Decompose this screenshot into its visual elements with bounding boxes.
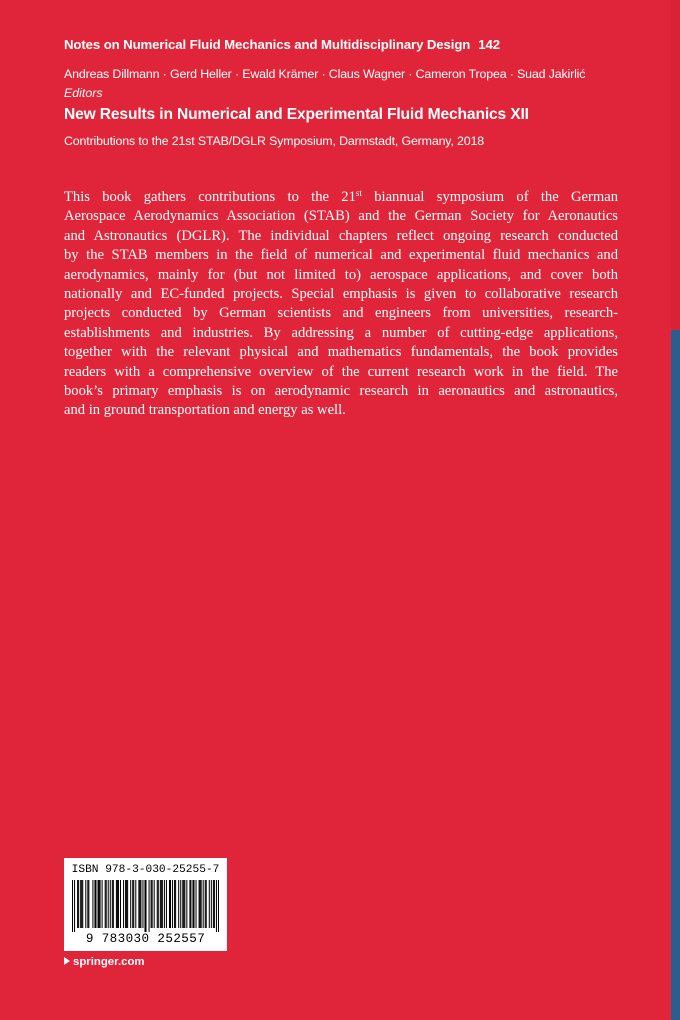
barcode-bar	[94, 880, 95, 928]
editors-names: Andreas Dillmann · Gerd Heller · Ewald Krämer · Claus Wagner · Cameron Tropea · Suad Jakirlić	[64, 67, 586, 81]
description-text: This book gathers contributions to the 21	[64, 189, 356, 205]
barcode-bar	[123, 880, 124, 928]
barcode-bar	[92, 880, 93, 928]
description-line: aerodynamics, mainly for (but not limited to) aerospace applications, and cover both	[64, 266, 618, 283]
description-line: book’s primary emphasis is on aerodynamic research in aeronautics and astronautics,	[64, 382, 618, 399]
series-line	[64, 37, 500, 52]
description-line: and in ground transportation and energy as well.	[64, 402, 346, 419]
barcode-bar	[166, 880, 167, 928]
arrow-right-icon	[64, 957, 70, 965]
barcode-bar	[138, 880, 139, 928]
barcode-bar	[116, 880, 117, 928]
barcode-bar	[151, 880, 152, 928]
description-line: by the STAB members in the field of numerical and experimental fluid mechanics and	[64, 247, 618, 264]
barcode-bar	[161, 880, 162, 928]
barcode-bar	[172, 880, 173, 928]
barcode-bar	[132, 880, 133, 928]
barcode-bar	[189, 880, 190, 928]
barcode-bar	[81, 880, 82, 928]
barcode-bar	[127, 880, 128, 928]
barcode-bar	[118, 880, 119, 928]
barcode-bar	[144, 880, 145, 932]
barcode-bar	[178, 880, 179, 928]
barcode-bar	[170, 880, 171, 928]
isbn-number: ISBN 978-3-030-25255-7	[71, 864, 220, 876]
barcode-bar	[72, 880, 73, 932]
barcode-bar	[108, 880, 109, 928]
description-line	[64, 188, 618, 207]
barcode-bar	[183, 880, 184, 928]
barcode-bar	[213, 880, 214, 928]
barcode-bar	[175, 880, 176, 928]
description-line: Aerospace Aerodynamics Association (STAB) and the German Society for Aeronautics	[64, 208, 618, 225]
publisher-link[interactable]	[64, 956, 145, 968]
description-line: and Astronautics (DGLR). The individual chapters reflect ongoing research conducted	[64, 227, 618, 244]
barcode-bar	[82, 880, 83, 928]
barcode-bar	[87, 880, 88, 928]
barcode-bar	[106, 880, 107, 928]
barcode-bar	[152, 880, 153, 928]
barcode-bar	[149, 880, 150, 932]
book-subtitle: Contributions to the 21st STAB/DGLR Symposium, Darmstadt, Germany, 2018	[64, 134, 484, 148]
barcode-bar	[209, 880, 210, 928]
barcode-bar	[218, 880, 219, 932]
barcode-bar	[120, 880, 121, 928]
description-line: projects conducted by German scientists and engineers from universities, research-	[64, 305, 618, 322]
barcode-bar	[85, 880, 86, 928]
barcode-bar	[77, 880, 78, 928]
barcode-bar	[193, 880, 194, 928]
barcode-bar	[211, 880, 212, 928]
barcode-bar	[102, 880, 103, 928]
barcode-bar	[162, 880, 163, 928]
barcode-bar	[139, 880, 140, 928]
description-line: together with the relevant physical and mathematics fundamentals, the book provides	[64, 344, 618, 361]
barcode-bar	[184, 880, 185, 928]
spine-blue-band	[671, 330, 680, 1020]
book-title: New Results in Numerical and Experimental Fluid Mechanics XII	[64, 106, 529, 123]
barcode-bar	[182, 880, 183, 928]
barcode-bar	[201, 880, 202, 928]
description-line: establishments and industries. By addressing a number of cutting-edge applications,	[64, 324, 618, 341]
barcode-bar	[135, 880, 136, 928]
barcode-bar	[216, 880, 217, 932]
barcode-bar	[117, 880, 118, 928]
barcode-bar	[186, 880, 187, 928]
editors-label: Editors	[64, 86, 103, 100]
barcode-bar	[200, 880, 201, 928]
barcode-bar	[130, 880, 131, 928]
barcode-bar	[164, 880, 165, 928]
barcode-bar	[126, 880, 127, 928]
barcode-bar	[158, 880, 159, 928]
barcode-bar	[142, 880, 143, 928]
barcode-bar	[214, 880, 215, 928]
barcode-bar	[80, 880, 81, 928]
barcode-bar	[154, 880, 155, 928]
barcode-bar	[180, 880, 181, 928]
barcode-bar	[74, 880, 75, 932]
series-name: Notes on Numerical Fluid Mechanics and Multidisciplinary Design	[64, 37, 471, 52]
publisher-site: springer.com	[73, 956, 145, 968]
barcode-bar	[112, 880, 113, 928]
barcode-bar	[146, 880, 147, 932]
description-superscript: st	[355, 188, 362, 198]
barcode-bar	[125, 880, 126, 928]
barcode-bar	[196, 880, 197, 928]
barcode-bar	[160, 880, 161, 928]
description-line: nationally and EC-funded projects. Special emphasis is given to collaborative research	[64, 285, 618, 302]
series-volume: 142	[478, 37, 500, 52]
description-text: biannual symposium of the German	[361, 189, 618, 205]
barcode-bar	[169, 880, 170, 928]
barcode-bar	[140, 880, 141, 928]
book-description	[64, 188, 618, 421]
barcode-bar	[192, 880, 193, 928]
barcode-bar	[205, 880, 206, 928]
barcode-bar	[203, 880, 204, 928]
barcode-bar	[105, 880, 106, 928]
barcode-bar	[174, 880, 175, 928]
barcode-bar	[99, 880, 100, 928]
barcode-bar	[100, 880, 101, 928]
barcode-bar	[78, 880, 79, 928]
barcode-bar	[199, 880, 200, 928]
description-line: readers with a comprehensive overview of the current research work in the field. The	[64, 363, 618, 380]
barcode-digits: 9 783030 252557	[85, 932, 206, 946]
barcode-bar	[95, 880, 96, 928]
barcode-bar	[157, 880, 158, 928]
barcode-bar	[113, 880, 114, 928]
barcode-bar	[133, 880, 134, 928]
barcode-bar	[110, 880, 111, 928]
barcode-bar	[206, 880, 207, 928]
isbn-barcode	[64, 858, 227, 951]
barcode-bars	[72, 880, 219, 932]
barcode-bar	[190, 880, 191, 928]
barcode-bar	[88, 880, 89, 928]
barcode-bar	[98, 880, 99, 928]
spine-edge	[671, 0, 680, 1020]
